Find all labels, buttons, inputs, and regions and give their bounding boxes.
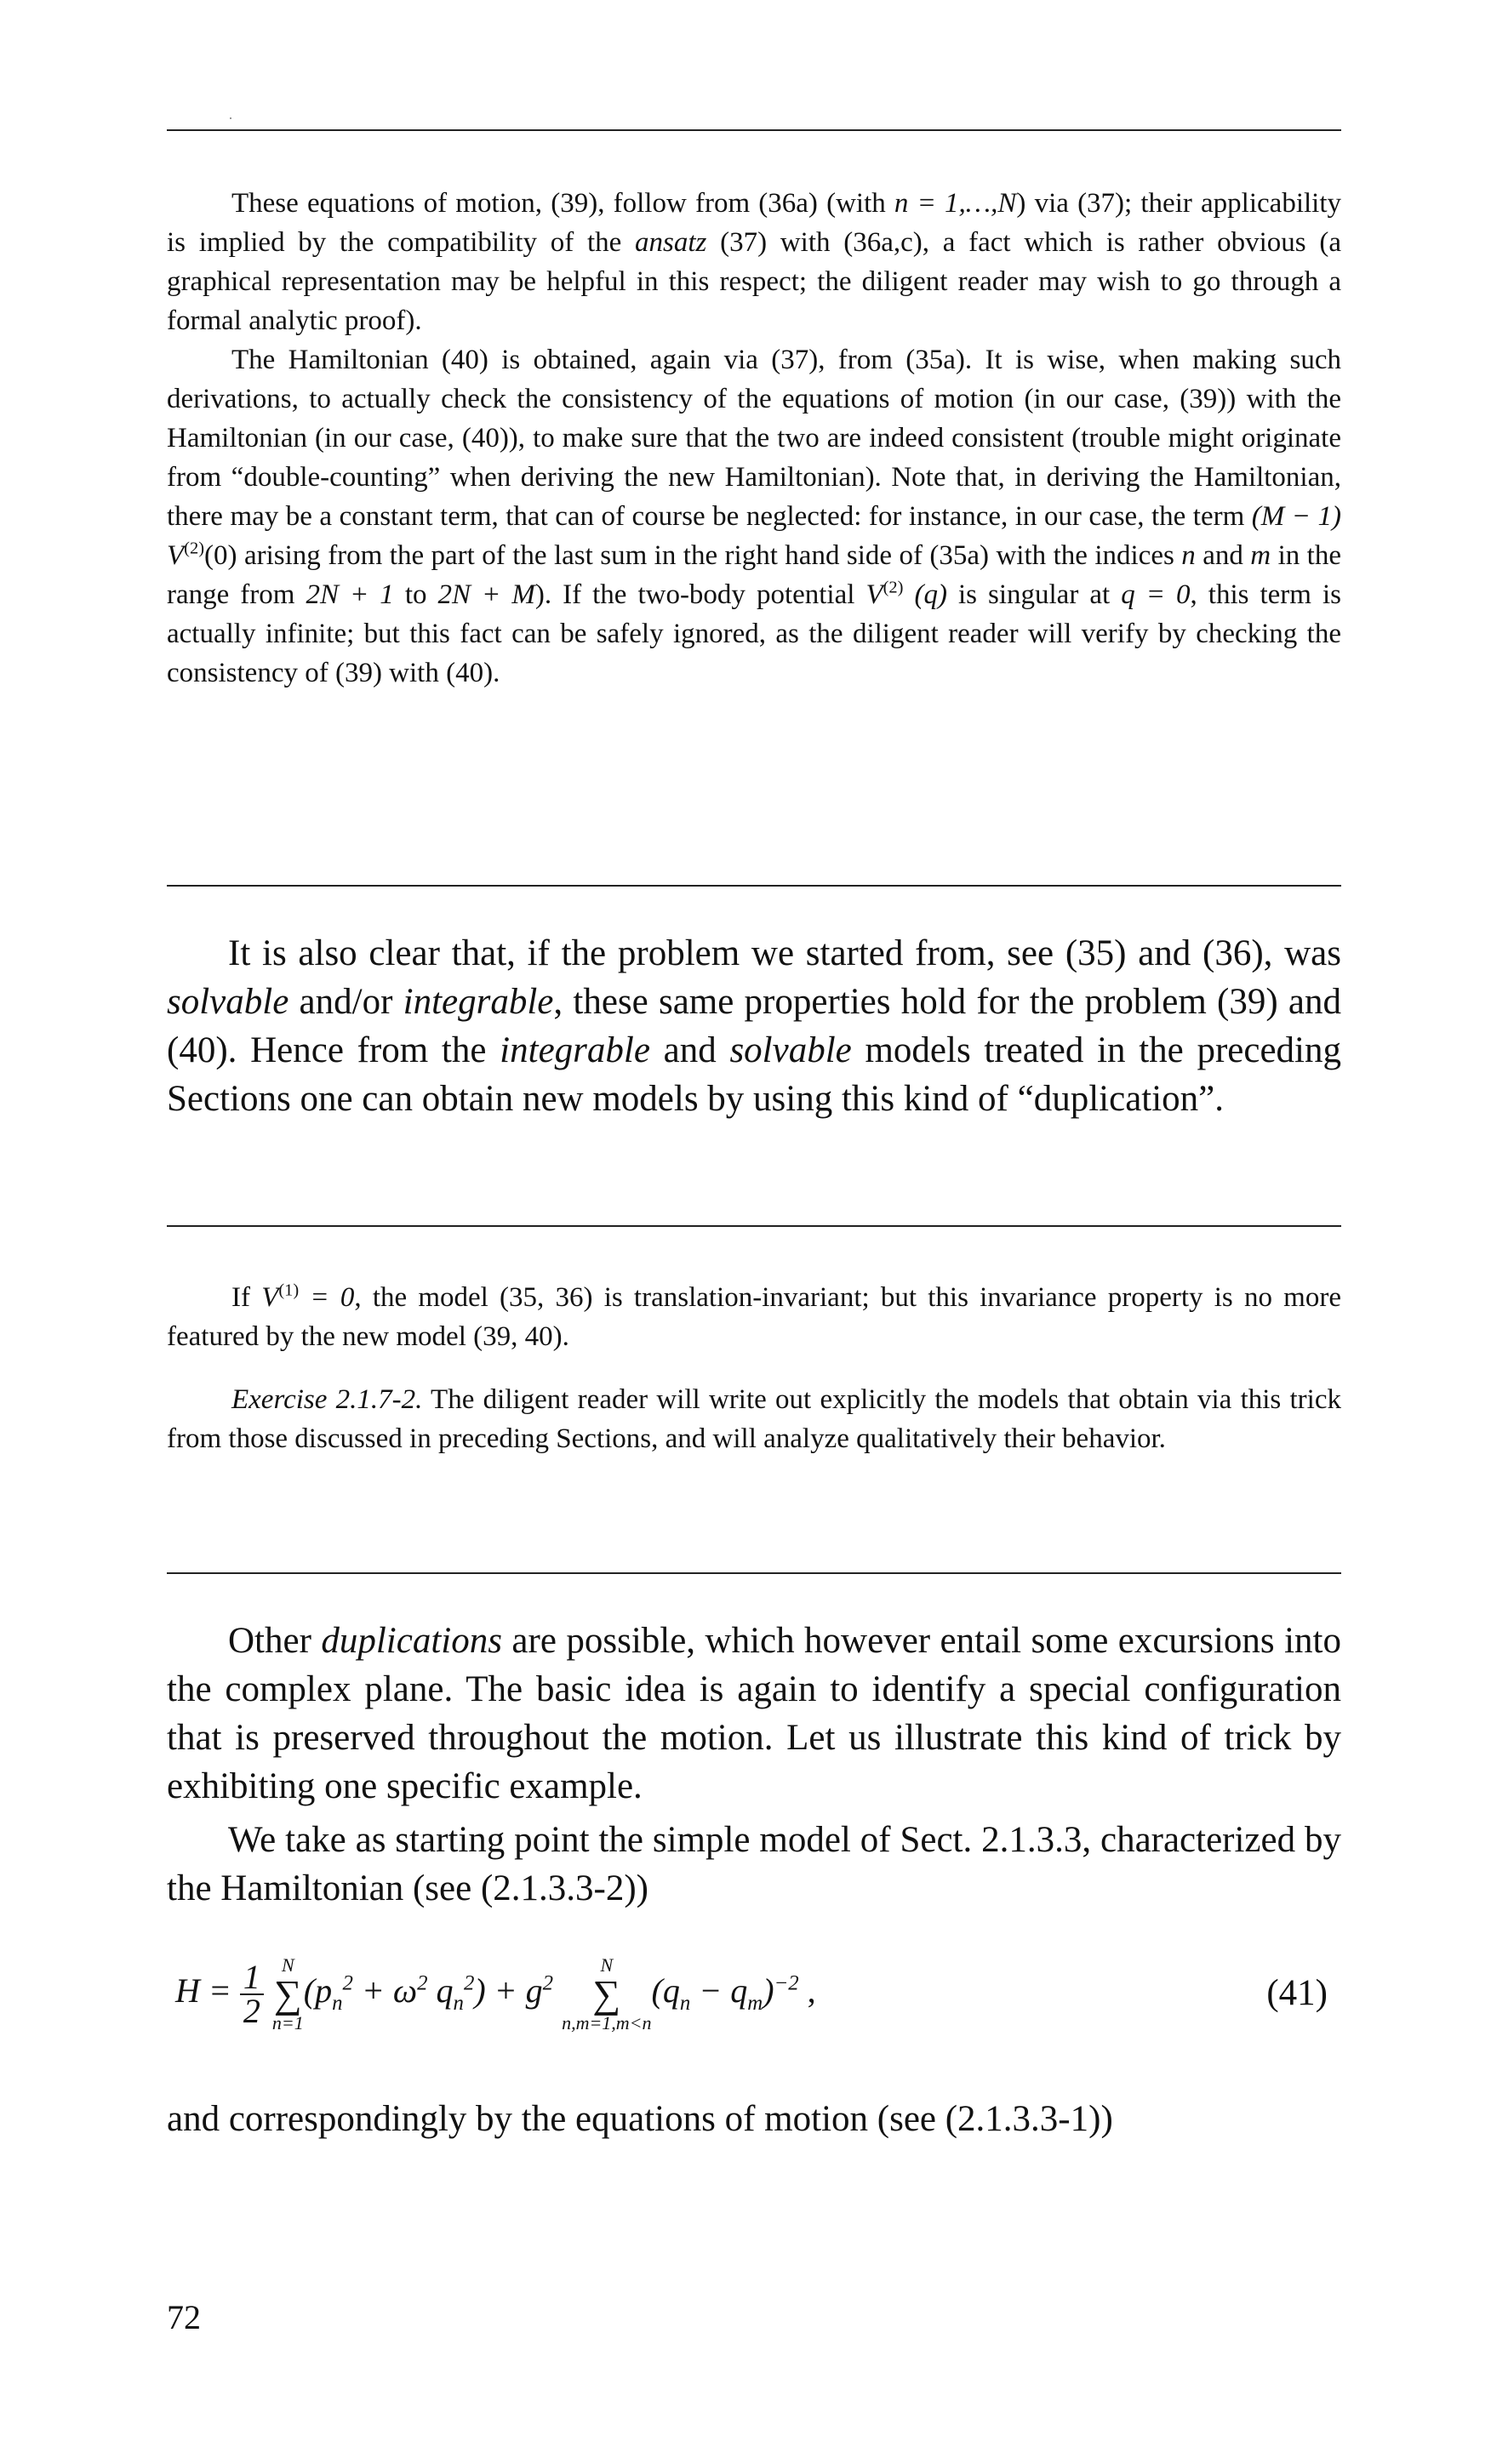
exercise-2-1-7-2: Exercise 2.1.7-2. The diligent reader will write out explicitly the models that obtain via this trick from those discussed in preceding Sections, and will analyze qualitatively their behavior. xyxy=(167,1384,1341,1454)
equation-41 xyxy=(167,1931,1341,2059)
equation-body: H = $\frac{1}{2}$ N ∑ n=1 ($p_n^2 + \omega^2$ $q_n^2) + g^2$ N ∑ n,m=1,m<n $(q_n - q_m)^{-2}$ , xyxy=(175,1954,816,2033)
fraction-one-half: $\frac{1}{2}$ xyxy=(240,1961,264,2028)
page-number: 72 xyxy=(167,2298,201,2336)
paragraph-equations-of-motion-intro: and correspondingly by the equations of motion (see (2.1.3.3-1)) xyxy=(167,2099,1113,2139)
paragraph-starting-point: We take as starting point the simple model of Sect. 2.1.3.3, characterized by the Hamiltonian (see (2.1.3.3-2)) xyxy=(167,1820,1341,1908)
top-rule xyxy=(167,129,1341,131)
sum-symbol-2: N ∑ n,m=1,m<n xyxy=(562,1954,652,2033)
scan-speck xyxy=(230,117,231,119)
main-text-section-1 xyxy=(167,929,1341,1128)
main-text-section-3 xyxy=(167,2095,1341,2148)
sum-symbol-1: N ∑ n=1 xyxy=(271,1954,304,2033)
paragraph-solvable-integrable: It is also clear that, if the problem we started from, see (35) and (36), was solvable and/or integrable, these same properties hold for the problem (39) and (40). Hence from the integrable and solvable models treated in the preceding Sections one can obtain new models by using this kind of “duplication”. xyxy=(167,933,1342,1119)
paragraph-equations-of-motion: These equations of motion, (39), follow from (36a) (with n = 1,…,N) via (37); their applicability is implied by the compatibility of the ansatz (37) with (36a,c), a fact which is rather obvious (a graphical representation may be helpful in this respect; the diligent reader may wish to go through a formal analytic proof). xyxy=(167,188,1341,336)
main-text-section-2 xyxy=(167,1617,1341,1918)
paragraph-other-duplications: Other duplications are possible, which however entail some excursions into the complex plane. The basic idea is again to identify a special configuration that is preserved throughout the motion. Let us illustrate this kind of trick by exhibiting one specific example. xyxy=(167,1621,1341,1806)
section-rule-3 xyxy=(167,1572,1341,1574)
equation-number: (41) xyxy=(1266,1973,1328,2013)
note-translation-invariance: If $V^{(1)} = 0$, the model (35, 36) is translation-invariant; but this invariance property is no more featured by the new model (39, 40). xyxy=(167,1280,1341,1352)
paragraph-hamiltonian-40: The Hamiltonian (40) is obtained, again via (37), from (35a). It is wise, when making such derivations, to actually check the consistency of the equations of motion (in our case, (39)) with the Hamiltonian (in our case, (40)), to make sure that the two are indeed consistent (trouble might originate from “double-counting” when deriving the new Hamiltonian). Note that, in deriving the Hamiltonian, there may be a constant term, that can of course be neglected: for instance, in our case, the term (M − 1) $V^{(2)}(0)$ arising from the part of the last sum in the right hand side of (35a) with the indices n and m in the range from 2N + 1 to 2N + M). If the two-body potential $V^{(2)}$ (q) is singular at q = 0, this term is actually infinite; but this fact can be safely ignored, as the diligent reader will verify by checking the consistency of (39) with (40). xyxy=(167,345,1341,688)
small-print-section-1 xyxy=(167,184,1341,693)
small-print-section-2 xyxy=(167,1278,1341,1482)
section-rule-1 xyxy=(167,885,1341,887)
section-rule-2 xyxy=(167,1225,1341,1227)
